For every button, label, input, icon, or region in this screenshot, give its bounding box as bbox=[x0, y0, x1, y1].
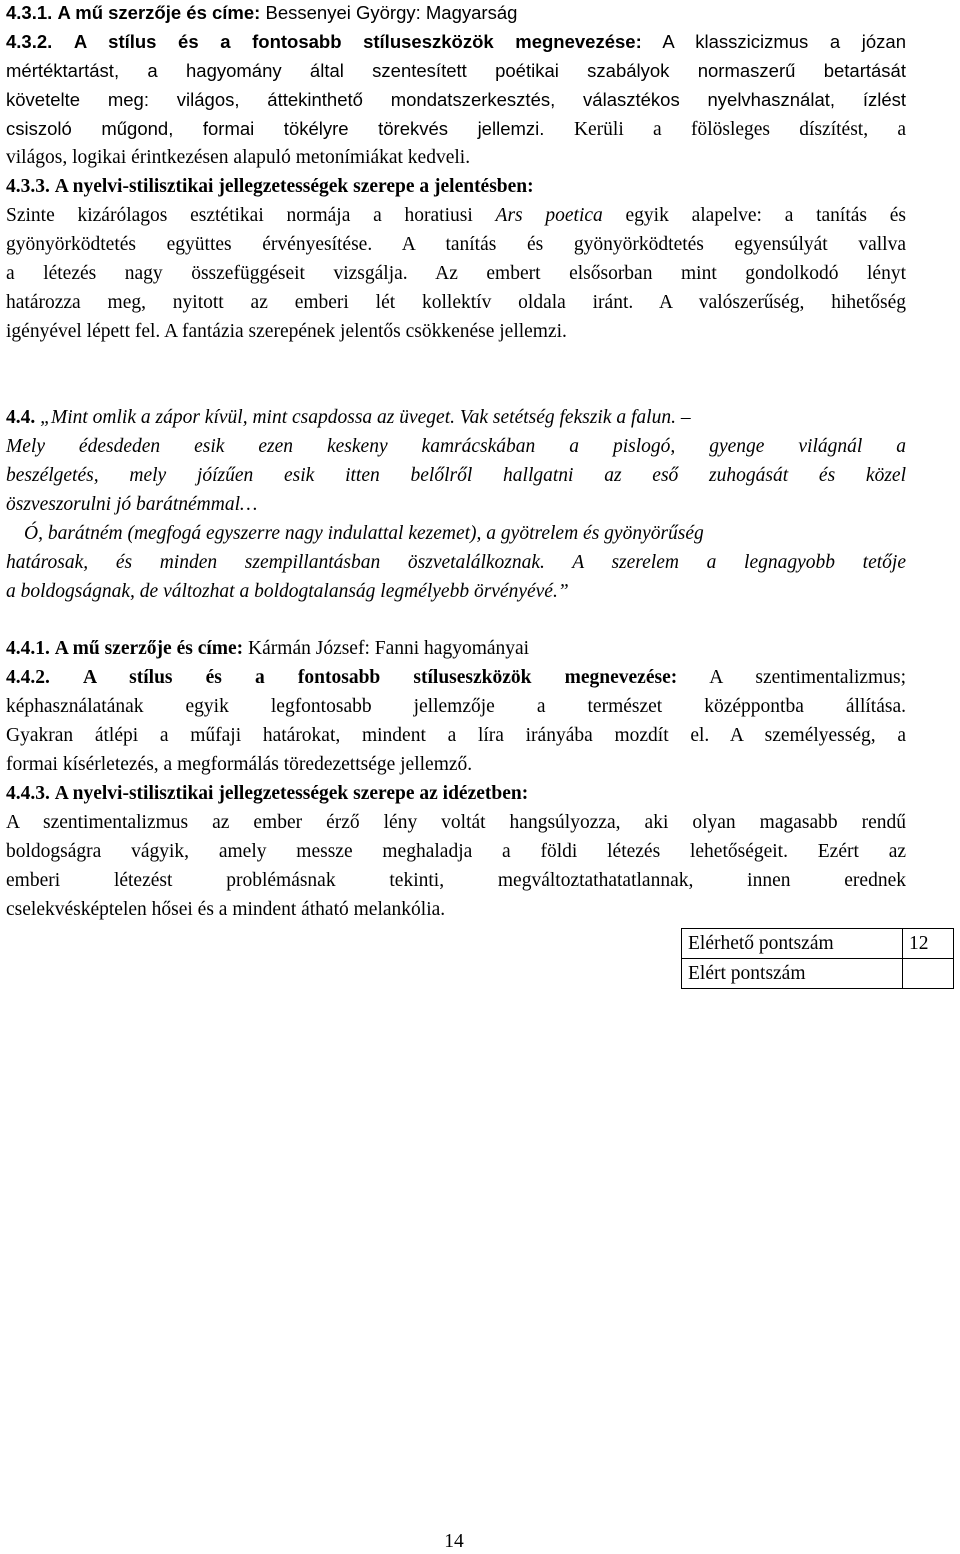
section-4-4-3-heading bbox=[6, 782, 906, 806]
section-4-3-3-heading bbox=[6, 175, 906, 199]
section-value: Kármán József: Fanni hagyományai bbox=[248, 638, 530, 659]
text-line: határozza meg, nyitott az emberi lét kollektív oldala iránt. A valószerűség, hihetőség bbox=[6, 292, 906, 313]
max-score-label: Elérhető pontszám bbox=[682, 929, 903, 959]
page-number: 14 bbox=[444, 1531, 464, 1552]
text-line: cselekvésképtelen hősei és a mindent átható melankólia. bbox=[6, 899, 446, 920]
section-number: 4.4.2. bbox=[6, 667, 50, 688]
text-line: A szentimentalizmus az ember érző lény voltát hangsúlyozza, aki olyan magasabb rendű bbox=[6, 812, 906, 833]
score-row-max bbox=[682, 929, 954, 959]
section-number: 4.3.1. bbox=[6, 2, 53, 23]
achieved-score-input[interactable] bbox=[903, 959, 954, 989]
text-line: formai kísérletezés, a megformálás töredezettsége jellemző. bbox=[6, 754, 473, 775]
text-line: emberi létezést problémásnak tekinti, megváltoztathatatlannak, innen erednek bbox=[6, 870, 906, 891]
work-title: Ars poetica bbox=[495, 205, 603, 226]
section-4-3-1 bbox=[6, 1, 906, 25]
text-line: követelte meg: világos, áttekinthető mondatszerkesztés, választékos nyelvhasználat, ízlést bbox=[6, 89, 906, 110]
text-line: A klasszicizmus a józan bbox=[662, 31, 906, 52]
text-line: A szentimentalizmus; bbox=[709, 667, 906, 688]
section-number: 4.3.2. bbox=[6, 31, 53, 52]
text-line: mértéktartást, a hagyomány által szentesített poétikai szabályok normaszerű betartását bbox=[6, 60, 906, 81]
quote-line: beszélgetés, mely jóízűen esik itten belőlről hallgatni az eső zuhogását és közel bbox=[6, 465, 906, 486]
section-4-4-1 bbox=[6, 637, 906, 661]
achieved-score-label: Elért pontszám bbox=[682, 959, 903, 989]
section-4-3-2-heading bbox=[6, 30, 906, 54]
quote-line: öszveszorulni jó barátnémmal… bbox=[6, 494, 258, 515]
quote-line: a boldogságnak, de változhat a boldogtalanság legmélyebb örvényévé.” bbox=[6, 581, 569, 602]
text-line: világos, logikai érintkezésen alapuló metonímiákat kedveli. bbox=[6, 147, 471, 168]
section-number: 4.3.3. bbox=[6, 176, 50, 197]
section-number: 4.4.3. bbox=[6, 783, 50, 804]
text-line-with-title bbox=[6, 204, 906, 228]
text-line: csiszoló műgond, formai tökélyre törekvés jellemzi. bbox=[6, 118, 545, 139]
section-4-4-2-heading bbox=[6, 666, 906, 690]
score-table bbox=[681, 928, 954, 989]
quote-line: Mely édesdeden esik ezen keskeny kamrácskában a pislogó, gyenge világnál a bbox=[6, 436, 906, 457]
text-line: boldogságra vágyik, amely messze meghaladja a földi létezés lehetőségeit. Ezért az bbox=[6, 841, 906, 862]
quote-line: Ó, barátném (megfogá egyszerre nagy indulattal kezemet), a gyötrelem és gyönyörűség bbox=[24, 523, 704, 544]
text-line: a létezés nagy összefüggéseit vizsgálja. Az embert elsősorban mint gondolkodó lényt bbox=[6, 263, 906, 284]
text-line: igényével lépett fel. A fantázia szerepének jelentős csökkenése jellemzi. bbox=[6, 321, 567, 342]
text-line: Gyakran átlépi a műfaji határokat, mindent a líra irányába mozdít el. A személyesség, a bbox=[6, 725, 906, 746]
section-label: A nyelvi-stilisztikai jellegzetességek szerepe a jelentésben: bbox=[54, 176, 534, 197]
section-label: A mű szerzője és címe: bbox=[57, 2, 261, 23]
max-score-value: 12 bbox=[903, 929, 954, 959]
quote-line: határosak, és minden szempillantásban öszvetalálkoznak. A szerelem a legnagyobb tetője bbox=[6, 552, 906, 573]
text-line-mixed bbox=[6, 117, 906, 142]
text-line: Kerüli a fölösleges díszítést, a bbox=[573, 119, 907, 140]
section-number: 4.4. bbox=[6, 407, 36, 428]
section-number: 4.4.1. bbox=[6, 638, 50, 659]
score-row-achieved bbox=[682, 959, 954, 989]
section-label: A nyelvi-stilisztikai jellegzetességek szerepe az idézetben: bbox=[54, 783, 529, 804]
section-value: Bessenyei György: Magyarság bbox=[265, 2, 518, 23]
text-span: egyik alapelve: a tanítás és bbox=[625, 205, 907, 226]
section-label: A mű szerzője és címe: bbox=[54, 638, 244, 659]
quote-line: „Mint omlik a zápor kívül, mint csapdossa az üveget. Vak setétség fekszik a falun. – bbox=[40, 407, 691, 428]
text-line: képhasználatának egyik legfontosabb jellemzője a természet középpontba állítása. bbox=[6, 696, 906, 717]
section-label: A stílus és a fontosabb stíluseszközök megnevezése: bbox=[73, 31, 642, 52]
text-line: gyönyörködtetés együttes érvényesítése. A tanítás és gyönyörködtetés egyensúlyát vallva bbox=[6, 234, 906, 255]
quote-first-line bbox=[6, 406, 906, 430]
section-label: A stílus és a fontosabb stíluseszközök megnevezése: bbox=[83, 667, 678, 688]
text-span: Szinte kizárólagos esztétikai normája a horatiusi bbox=[6, 205, 473, 226]
